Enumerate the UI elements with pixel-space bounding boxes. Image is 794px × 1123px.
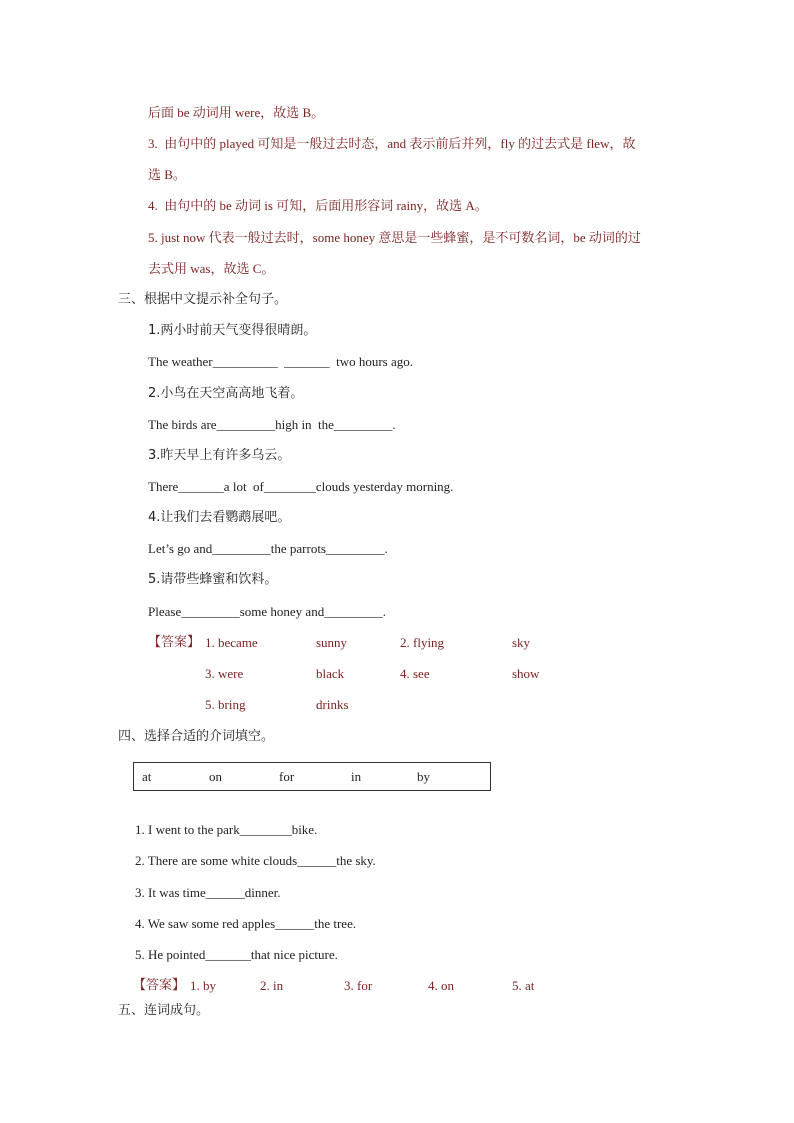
question-chinese: 2.小鸟在天空高高地飞着。 [148,386,304,401]
option-word: by [417,769,430,784]
section-heading: 四、选择合适的介词填空。 [118,729,275,744]
answer-item: 3. were [205,666,244,681]
explanation-line: 5. just now 代表一般过去时，some honey 意思是一些蜂蜜，是不可数名词，be 动词的过 [148,230,641,245]
answer-item: 3. for [344,978,373,993]
question-chinese: 5.请带些蜂蜜和饮料。 [148,572,278,587]
question-english: 2. There are some white clouds______the sky. [135,853,376,868]
preposition-options-box [133,762,491,791]
answer-label: 【答案】 [133,978,186,993]
explanation-line: 3. 由句中的 played 可知是一般过去时态，and 表示前后并列，fly 的过去式是 flew，故 [148,136,636,151]
explanation-line: 4. 由句中的 be 动词 is 可知，后面用形容词 rainy，故选 A。 [148,198,488,213]
answer-item: 5. at [512,978,535,993]
section-heading: 五、连词成句。 [118,1003,210,1018]
explanation-line: 选 B。 [148,167,186,182]
answer-item: black [316,666,345,681]
answer-item: sunny [316,635,348,650]
answer-item: 1. became [205,635,258,650]
explanation-line: 后面 be 动词用 were，故选 B。 [148,105,325,120]
explanation-line: 去式用 was，故选 C。 [148,261,275,276]
question-english: 4. We saw some red apples______the tree. [135,916,357,931]
option-word: at [142,769,152,784]
question-english: The weather__________ _______ two hours ago. [148,354,414,369]
question-english: 5. He pointed_______that nice picture. [135,947,338,962]
answer-item: drinks [316,697,349,712]
question-english: The birds are_________high in the_________. [148,417,396,432]
answer-item: 2. in [260,978,284,993]
question-chinese: 3.昨天早上有许多乌云。 [148,448,291,463]
answer-item: 5. bring [205,697,246,712]
question-chinese: 4.让我们去看鹦鹉展吧。 [148,510,291,525]
answer-item: 2. flying [400,635,445,650]
answer-item: 4. on [428,978,454,993]
question-chinese: 1.两小时前天气变得很晴朗。 [148,323,317,338]
question-english: Let’s go and_________the parrots_________. [148,541,388,556]
answer-item: show [512,666,540,681]
answer-item: sky [512,635,531,650]
option-word: in [351,769,362,784]
section-heading: 三、根据中文提示补全句子。 [118,292,288,307]
option-word: for [279,769,295,784]
option-word: on [209,769,222,784]
question-english: There_______a lot of________clouds yesterday morning. [148,479,454,494]
question-english: 1. I went to the park________bike. [135,822,318,837]
answer-label: 【答案】 [148,635,201,650]
answer-item: 4. see [400,666,430,681]
answer-item: 1. by [190,978,216,993]
question-english: Please_________some honey and_________. [148,604,386,619]
question-english: 3. It was time______dinner. [135,885,281,900]
